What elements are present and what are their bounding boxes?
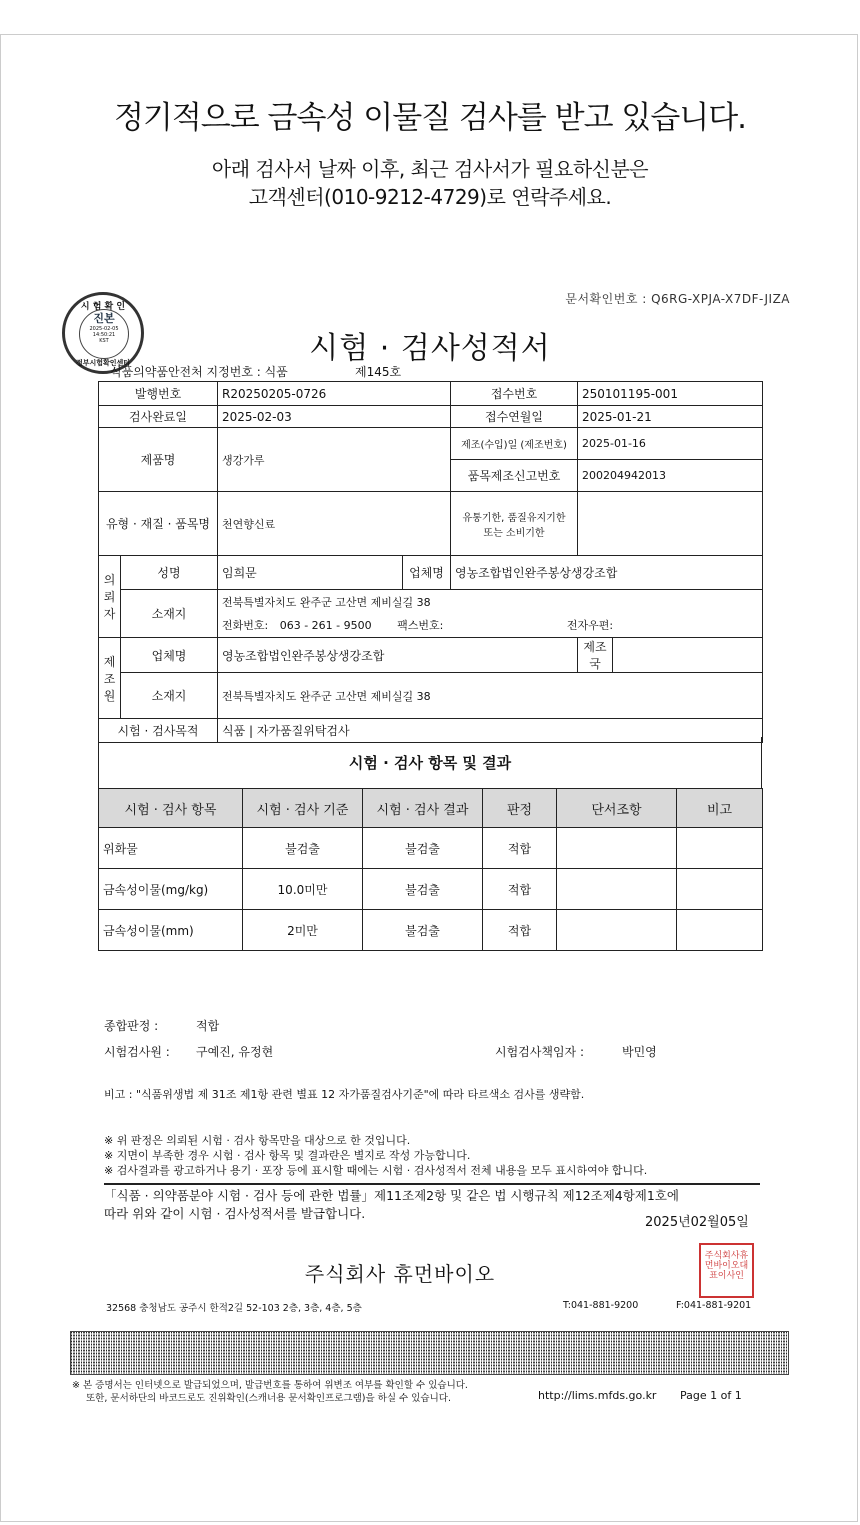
result-clause [557, 869, 677, 910]
notes [104, 1133, 647, 1178]
issue-no: R20250205-0726 [218, 382, 451, 406]
footer-line-2: 또한, 문서하단의 바코드로도 진위확인(스캐너용 문서확인프로그램)을 하실 수 있습니다. [86, 1393, 451, 1404]
stamp-mid-text: 진본 [93, 312, 115, 325]
manager-label: 시험검사책임자 : [495, 1045, 585, 1059]
divider [104, 1183, 760, 1185]
header-result: 시험 · 검사 결과 [363, 789, 483, 828]
page-title: 정기적으로 금속성 이물질 검사를 받고 있습니다. [113, 100, 747, 136]
subtitle-line-1: 아래 검사서 날짜 이후, 최근 검사서가 필요하신분은 [211, 157, 649, 181]
expiry-value [578, 492, 763, 556]
maker-label: 제조원 [99, 638, 121, 719]
result-value: 불검출 [363, 828, 483, 869]
receipt-date: 2025-01-21 [578, 406, 763, 428]
header-note: 비고 [677, 789, 763, 828]
result-verdict: 적합 [483, 828, 557, 869]
law-line-1: 「식품 · 의약품분야 시험 · 검사 등에 관한 법률」제11조제2항 및 같은 법 시행규칙 제12조제4항제1호에 [104, 1188, 679, 1203]
expiry-label-line-1: 유통기한, 품질유지기한 [462, 512, 566, 524]
purpose-value: 식품 | 자가품질위탁검사 [218, 719, 763, 743]
mfg-date: 2025-01-16 [578, 428, 763, 460]
purpose-label: 시험 · 검사목적 [99, 719, 218, 743]
result-clause [557, 910, 677, 951]
result-standard: 10.0미만 [243, 869, 363, 910]
stamp-bottom-text: 정부시험확인센터 [75, 359, 131, 367]
note-1: ※ 위 판정은 의뢰된 시험 · 검사 항목만을 대상으로 한 것입니다. [104, 1134, 411, 1147]
maker-address: 전북특별자치도 완주군 고산면 제비실길 38 [218, 673, 763, 719]
info-table [98, 381, 763, 743]
receipt-date-label: 접수연월일 [451, 406, 578, 428]
verification-url: http://lims.mfds.go.kr [538, 1389, 657, 1402]
email-label: 전자우편: [566, 619, 614, 633]
manager: 박민영 [622, 1045, 657, 1059]
company-seal: 주식회사휴먼바이오대표이사인 [699, 1243, 754, 1298]
address-label: 소재지 [121, 590, 218, 638]
maker-company: 영농조합법인완주봉상생강조합 [218, 638, 578, 673]
result-verdict: 적합 [483, 910, 557, 951]
verification-barcode [70, 1331, 789, 1375]
note-3: ※ 검사결과를 광고하거나 용기 · 포장 등에 표시할 때에는 시험 · 검사성적서 전체 내용을 모두 표시하여야 합니다. [104, 1164, 648, 1177]
result-note [677, 828, 763, 869]
results-title: 시험 · 검사 항목 및 결과 [98, 737, 762, 789]
report-no-label: 품목제조신고번호 [451, 460, 578, 492]
report-no: 200204942013 [578, 460, 763, 492]
page-subtitle [0, 155, 860, 211]
results-table [98, 788, 763, 951]
law-line-2: 따라 위와 같이 시험 · 검사성적서를 발급합니다. [104, 1206, 366, 1221]
name-label: 성명 [121, 556, 218, 590]
stamp-tz: KST [99, 338, 109, 344]
issue-no-label: 발행번호 [99, 382, 218, 406]
receipt-no: 250101195-001 [578, 382, 763, 406]
result-item: 금속성이물(mg/kg) [99, 869, 243, 910]
certificate-title: 시험 · 검사성적서 [309, 331, 551, 366]
table-row [99, 910, 763, 951]
header-clause: 단서조항 [557, 789, 677, 828]
issuer-fax: F:041-881-9201 [676, 1300, 752, 1311]
law-statement [104, 1187, 679, 1223]
expiry-label-line-2: 또는 소비기한 [483, 527, 545, 539]
fax-label: 팩스번호: [397, 619, 444, 633]
client-label: 의뢰자 [99, 556, 121, 638]
issuer-company: 주식회사 휴먼바이오 [304, 1262, 496, 1286]
overall-verdict: 적합 [196, 1019, 220, 1033]
result-standard: 2미만 [243, 910, 363, 951]
result-standard: 불검출 [243, 828, 363, 869]
agency-designation: 식품의약품안전처 지정번호 : 식품 [110, 365, 288, 379]
agency-number: 제145호 [355, 365, 402, 379]
mfg-date-label: 제조(수입)일 (제조번호) [451, 428, 578, 460]
country-label: 제조국 [578, 638, 613, 673]
expiry-label [451, 492, 578, 556]
page-indicator: Page 1 of 1 [680, 1389, 742, 1402]
maker-company-label: 업체명 [121, 638, 218, 673]
remark: 비고 : "식품위생법 제 31조 제1항 관련 별표 12 자가품질검사기준"에 따라 타르색소 검사를 생략함. [104, 1088, 585, 1101]
stamp-top-text: 시 험 확 인 [80, 302, 126, 312]
result-item: 위화물 [99, 828, 243, 869]
type-label: 유형 · 재질 · 품목명 [99, 492, 218, 556]
result-note [677, 910, 763, 951]
client-address: 전북특별자치도 완주군 고산면 제비실길 38 [218, 590, 763, 614]
result-verdict: 적합 [483, 869, 557, 910]
subtitle-line-2: 고객센터(010-9212-4729)로 연락주세요. [248, 185, 612, 209]
country-value [613, 638, 763, 673]
complete-date: 2025-02-03 [218, 406, 451, 428]
doc-check-number: 문서확인번호 : Q6RG-XPJA-X7DF-JIZA [565, 292, 790, 306]
result-value: 불검출 [363, 869, 483, 910]
result-note [677, 869, 763, 910]
header-item: 시험 · 검사 항목 [99, 789, 243, 828]
table-row [99, 869, 763, 910]
result-item: 금속성이물(mm) [99, 910, 243, 951]
issue-date: 2025년02월05일 [645, 1215, 749, 1230]
stamp-date: 2025-02-05 [89, 326, 119, 332]
issuer-tel: T:041-881-9200 [563, 1300, 639, 1311]
result-clause [557, 828, 677, 869]
client-company: 영농조합법인완주봉상생강조합 [451, 556, 763, 590]
result-value: 불검출 [363, 910, 483, 951]
phone-value: 063 - 261 - 9500 [279, 619, 372, 633]
testers: 구예진, 유정현 [196, 1045, 274, 1059]
receipt-no-label: 접수번호 [451, 382, 578, 406]
testers-label: 시험검사원 : [104, 1045, 170, 1059]
maker-address-label: 소재지 [121, 673, 218, 719]
phone-label: 전화번호: [222, 619, 269, 633]
issuer-address: 32568 충청남도 공주시 한적2길 52-103 2층, 3층, 4층, 5층 [106, 1303, 362, 1314]
complete-date-label: 검사완료일 [99, 406, 218, 428]
product-label: 제품명 [99, 428, 218, 492]
company-label: 업체명 [403, 556, 451, 590]
client-contact [218, 614, 763, 638]
product-name: 생강가루 [218, 428, 451, 492]
header-standard: 시험 · 검사 기준 [243, 789, 363, 828]
client-name: 임희문 [218, 556, 403, 590]
note-2: ※ 지면이 부족한 경우 시험 · 검사 항목 및 결과란은 별지로 작성 가능합니다. [104, 1149, 471, 1162]
stamp-time: 14:50:21 [92, 332, 116, 338]
overall-label: 종합판정 : [104, 1019, 159, 1033]
type-value: 천연향신료 [218, 492, 451, 556]
footer-notes [72, 1379, 468, 1405]
header-verdict: 판정 [483, 789, 557, 828]
table-row [99, 828, 763, 869]
footer-line-1: ※ 본 증명서는 인터넷으로 발급되었으며, 발급번호를 통하여 위변조 여부를 확인할 수 있습니다. [72, 1380, 468, 1391]
